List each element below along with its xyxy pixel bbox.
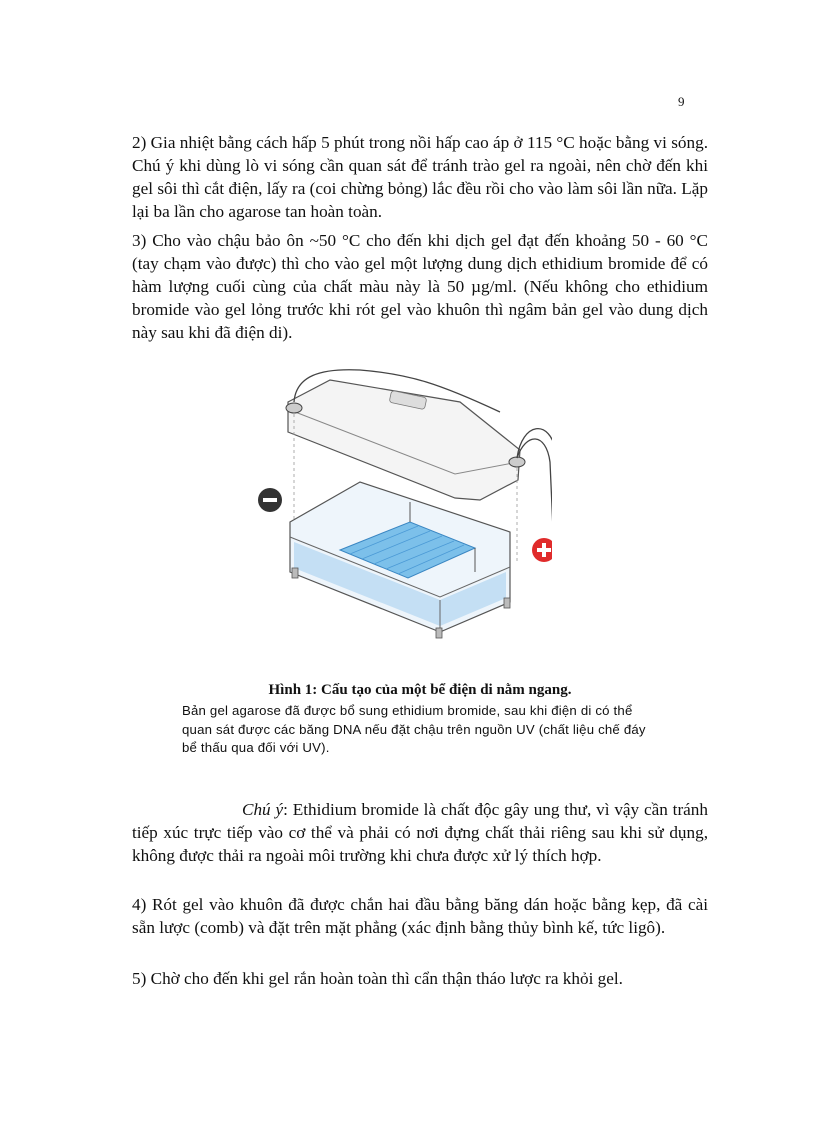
note-text: : Ethidium bromide là chất độc gây ung thư, vì vậy cần tránh tiếp xúc trực tiếp vào cơ thể và phải có nơi đựng chất thải riêng sau khi sử dụng, không được thải ra ngoài môi trường khi chưa được xử lý thích hợp. [132, 800, 708, 865]
paragraph-note [132, 798, 708, 867]
paragraph-step-2: 2) Gia nhiệt bằng cách hấp 5 phút trong nồi hấp cao áp ở 115 °C hoặc bằng vi sóng. Chú ý khi dùng lò vi sóng cần quan sát để tránh trào gel ra ngoài, nên chờ đến khi gel sôi thì cắt điện, lấy ra (coi chừng bỏng) lắc đều rồi cho vào làm sôi lần nữa. Lặp lại ba lần cho agarose tan hoàn toàn. [132, 133, 708, 221]
tank-lid [286, 380, 525, 500]
negative-terminal-icon [258, 488, 282, 512]
paragraph-step-3: 3) Cho vào chậu bảo ôn ~50 °C cho đến khi dịch gel đạt đến khoảng 50 - 60 °C (tay chạm vào được) thì cho vào gel một lượng dung dịch ethidium bromide để có hàm lượng cuối cùng của chất màu này là 50 µg/ml. (Nếu không cho ethidium bromide vào gel lỏng trước khi rót gel vào khuôn thì ngâm bản gel vào dung dịch này sau khi đã điện di). [132, 231, 708, 342]
gel-electrophoresis-apparatus-illustration [250, 362, 552, 664]
figure-caption-title: Hình 1: Cấu tạo của một bể điện di nằm ngang. [268, 682, 572, 698]
paragraph-step-5: 5) Chờ cho đến khi gel rắn hoàn toàn thì cẩn thận tháo lược ra khỏi gel. [132, 969, 623, 988]
figure-caption-body: Bản gel agarose đã được bổ sung ethidium bromide, sau khi điện di có thể quan sát được các băng DNA nếu đặt chậu trên nguồn UV (chất liệu chế đáy bể thấu qua đối với UV). [182, 703, 646, 755]
note-label: Chú ý [242, 800, 284, 819]
positive-terminal-icon [532, 538, 552, 562]
page-number: 9 [678, 94, 685, 109]
paragraph-step-4: 4) Rót gel vào khuôn đã được chắn hai đầu bằng băng dán hoặc bằng kẹp, đã cài sẵn lược (comb) và đặt trên mặt phẳng (xác định bằng thủy bình kế, tức ligô). [132, 895, 708, 937]
electrophoresis-figure [250, 362, 552, 664]
